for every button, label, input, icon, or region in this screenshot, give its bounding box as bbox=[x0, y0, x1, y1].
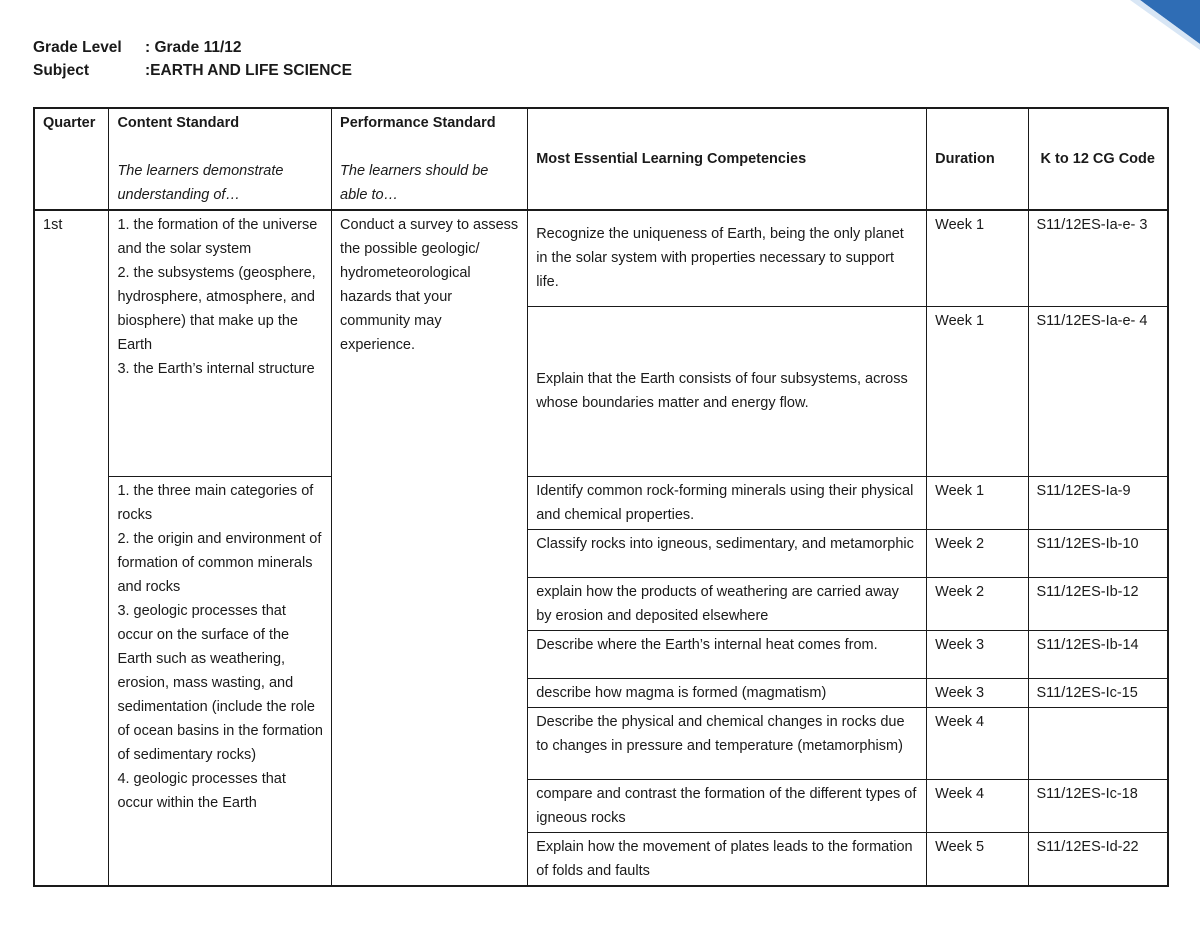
grade-level-label: Grade Level bbox=[33, 39, 122, 56]
header-code: K to 12 CG Code bbox=[1028, 108, 1168, 210]
competency-cell: explain how the products of weathering are carried away by erosion and deposited elsewhere bbox=[528, 577, 927, 630]
code-cell: S11/12ES-Ib-12 bbox=[1028, 577, 1168, 630]
code-cell: S11/12ES-Ib-14 bbox=[1028, 630, 1168, 678]
competency-cell: Describe where the Earth’s internal heat comes from. bbox=[528, 630, 927, 678]
code-cell: S11/12ES-Ic-15 bbox=[1028, 678, 1168, 707]
content-standard-group-1 bbox=[109, 210, 332, 476]
code-cell: S11/12ES-Ib-10 bbox=[1028, 529, 1168, 577]
duration-cell: Week 3 bbox=[927, 630, 1028, 678]
code-cell: S11/12ES-Ic-18 bbox=[1028, 779, 1168, 832]
duration-cell: Week 1 bbox=[927, 210, 1028, 306]
duration-cell: Week 1 bbox=[927, 306, 1028, 476]
competency-cell: compare and contrast the formation of the different types of igneous rocks bbox=[528, 779, 927, 832]
table-row bbox=[34, 210, 1168, 306]
competency-cell: Identify common rock-forming minerals using their physical and chemical properties. bbox=[528, 476, 927, 529]
duration-cell: Week 3 bbox=[927, 678, 1028, 707]
grade-level-row bbox=[33, 36, 352, 59]
competency-cell: describe how magma is formed (magmatism) bbox=[528, 678, 927, 707]
duration-cell: Week 4 bbox=[927, 707, 1028, 779]
competency-cell: Classify rocks into igneous, sedimentary, and metamorphic bbox=[528, 529, 927, 577]
list-item: 1. the three main categories of rocks bbox=[117, 482, 314, 523]
duration-cell: Week 5 bbox=[927, 832, 1028, 886]
content-standard-group-2 bbox=[109, 476, 332, 886]
duration-cell: Week 1 bbox=[927, 476, 1028, 529]
performance-standard-cell: Conduct a survey to assess the possible geologic/ hydrometeorological hazards that your community may experience. bbox=[332, 210, 528, 886]
quarter-cell: 1st bbox=[34, 210, 109, 886]
duration-cell: Week 2 bbox=[927, 529, 1028, 577]
header-content-standard: Content Standard The learners demonstrate understanding of… bbox=[109, 108, 332, 210]
header-performance-standard: Performance Standard The learners should be able to… bbox=[332, 108, 528, 210]
list-item: 2. the subsystems (geosphere, hydrosphere, atmosphere, and biosphere) that make up the Earth bbox=[117, 265, 316, 353]
subject-row bbox=[33, 59, 352, 82]
subject-value: :EARTH AND LIFE SCIENCE bbox=[145, 62, 352, 79]
competency-cell: Describe the physical and chemical changes in rocks due to changes in pressure and temperature (metamorphism) bbox=[528, 707, 927, 779]
header-quarter: Quarter bbox=[34, 108, 109, 210]
table-row bbox=[34, 476, 1168, 529]
header-duration: Duration bbox=[927, 108, 1028, 210]
subject-label: Subject bbox=[33, 62, 89, 79]
competency-table bbox=[33, 107, 1169, 887]
list-item: 3. geologic processes that occur on the surface of the Earth such as weathering, erosion, mass wasting, and sedimentation (include the role of ocean basins in the formation of sedimentary rocks) bbox=[117, 602, 323, 763]
competency-cell: Explain that the Earth consists of four subsystems, across whose boundaries matter and energy flow. bbox=[528, 306, 927, 476]
table-header-row bbox=[34, 108, 1168, 210]
list-item: 4. geologic processes that occur within the Earth bbox=[117, 770, 286, 811]
duration-cell: Week 4 bbox=[927, 779, 1028, 832]
code-cell: S11/12ES-Id-22 bbox=[1028, 832, 1168, 886]
code-cell: S11/12ES-Ia-9 bbox=[1028, 476, 1168, 529]
list-item: 2. the origin and environment of formation of common minerals and rocks bbox=[117, 530, 322, 595]
competency-cell: Explain how the movement of plates leads to the formation of folds and faults bbox=[528, 832, 927, 886]
code-cell: S11/12ES-Ia-e- 3 bbox=[1028, 210, 1168, 306]
code-cell bbox=[1028, 707, 1168, 779]
grade-level-value: : Grade 11/12 bbox=[145, 39, 242, 56]
code-cell: S11/12ES-Ia-e- 4 bbox=[1028, 306, 1168, 476]
competency-cell: Recognize the uniqueness of Earth, being the only planet in the solar system with properties necessary to support life. bbox=[528, 210, 927, 306]
list-item: 3. the Earth’s internal structure bbox=[117, 361, 315, 377]
header-competencies: Most Essential Learning Competencies bbox=[528, 108, 927, 210]
corner-decoration bbox=[1130, 0, 1200, 50]
duration-cell: Week 2 bbox=[927, 577, 1028, 630]
document-meta bbox=[33, 36, 352, 82]
list-item: 1. the formation of the universe and the solar system bbox=[117, 217, 318, 257]
